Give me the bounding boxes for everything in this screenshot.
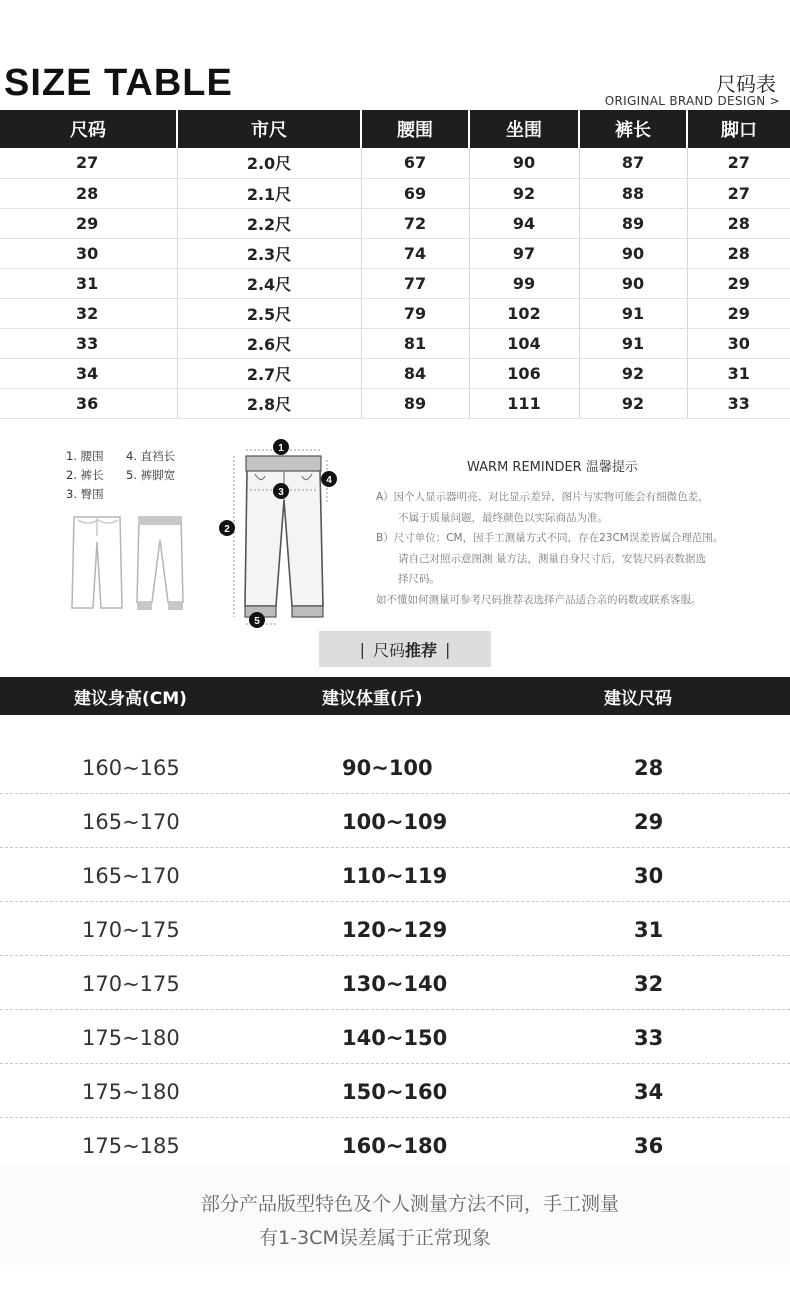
column-header: 腰围 — [361, 110, 469, 148]
table-cell: 92 — [579, 388, 687, 418]
recommend-row — [0, 956, 790, 1010]
reminder-title: WARM REMINDER 温馨提示 — [467, 460, 638, 475]
page-title: SIZE TABLE — [4, 62, 233, 104]
recommend-row — [0, 1118, 790, 1172]
legend-item: 4. 直裆长 — [126, 449, 176, 463]
recommend-cell: 165~170 — [82, 810, 180, 834]
table-cell: 2.6尺 — [177, 328, 361, 358]
table-cell: 29 — [687, 298, 790, 328]
table-cell: 30 — [0, 238, 177, 268]
recommend-row — [0, 1064, 790, 1118]
heading-text-bold: 推荐 — [405, 640, 438, 660]
table-cell: 89 — [579, 208, 687, 238]
table-cell: 31 — [0, 268, 177, 298]
reminder-text — [376, 487, 780, 610]
legend-item: 3. 臀围 — [66, 487, 104, 501]
reminder-line: A）因个人显示器明亮、对比显示差异，图片与实物可能会有细微色差， — [376, 491, 709, 503]
table-cell: 102 — [469, 298, 579, 328]
table-cell: 2.7尺 — [177, 358, 361, 388]
table-cell: 27 — [0, 148, 177, 178]
reminder-line: 如不懂如何测量可参考尺码推荐表选择产品适合亲的码数或联系客服。 — [376, 593, 702, 606]
table-cell: 2.3尺 — [177, 238, 361, 268]
main-pants-icon — [245, 456, 323, 617]
table-cell: 2.8尺 — [177, 388, 361, 418]
table-cell: 87 — [579, 148, 687, 178]
table-cell: 69 — [361, 178, 469, 208]
table-cell: 2.5尺 — [177, 298, 361, 328]
recommend-cell: 175~185 — [82, 1134, 180, 1158]
table-cell: 97 — [469, 238, 579, 268]
table-cell: 91 — [579, 298, 687, 328]
footer-note — [0, 1165, 790, 1265]
column-header: 尺码 — [0, 110, 177, 148]
table-cell: 2.1尺 — [177, 178, 361, 208]
heading-divider: | — [359, 639, 365, 659]
marker-1 — [273, 439, 289, 455]
table-cell: 79 — [361, 298, 469, 328]
table-row — [0, 178, 790, 208]
column-header: 建议尺码 — [604, 688, 672, 709]
recommend-cell: 31 — [634, 918, 664, 942]
table-cell: 27 — [687, 178, 790, 208]
table-cell: 84 — [361, 358, 469, 388]
table-cell: 67 — [361, 148, 469, 178]
recommend-row — [0, 794, 790, 848]
recommend-cell: 175~180 — [82, 1026, 180, 1050]
table-row — [0, 328, 790, 358]
column-header: 坐围 — [469, 110, 579, 148]
recommend-cell: 120~129 — [342, 918, 448, 942]
small-pants-side-icon — [137, 517, 183, 610]
recommend-cell: 170~175 — [82, 918, 180, 942]
recommend-cell: 160~165 — [82, 756, 180, 780]
table-cell: 90 — [469, 148, 579, 178]
footer-line: 有1-3CM误差属于正常现象 — [259, 1227, 491, 1249]
table-cell: 74 — [361, 238, 469, 268]
marker-4 — [321, 471, 337, 487]
heading-text: 尺码 — [372, 640, 405, 660]
recommend-cell: 160~180 — [342, 1134, 448, 1158]
table-cell: 99 — [469, 268, 579, 298]
table-cell: 27 — [687, 148, 790, 178]
recommend-cell: 28 — [634, 756, 664, 780]
table-row — [0, 268, 790, 298]
svg-text:4: 4 — [326, 475, 332, 486]
table-cell: 29 — [0, 208, 177, 238]
svg-text:2: 2 — [224, 524, 230, 535]
recommend-row — [0, 902, 790, 956]
table-cell: 36 — [0, 388, 177, 418]
column-header: 脚口 — [687, 110, 790, 148]
size-table-header — [0, 110, 790, 148]
recommend-cell: 140~150 — [342, 1026, 448, 1050]
recommend-cell: 100~109 — [342, 810, 448, 834]
size-recommend-heading — [319, 631, 491, 667]
table-cell: 88 — [579, 178, 687, 208]
column-header: 市尺 — [177, 110, 361, 148]
table-cell: 2.0尺 — [177, 148, 361, 178]
recommend-cell: 34 — [634, 1080, 664, 1104]
table-cell: 28 — [687, 238, 790, 268]
marker-2 — [219, 520, 235, 536]
recommend-cell: 29 — [634, 810, 664, 834]
table-row — [0, 388, 790, 418]
column-header: 建议身高(CM) — [74, 688, 187, 709]
table-cell: 106 — [469, 358, 579, 388]
svg-text:5: 5 — [254, 616, 260, 627]
table-cell: 30 — [687, 328, 790, 358]
table-cell: 72 — [361, 208, 469, 238]
legend-item: 1. 腰围 — [66, 449, 104, 463]
table-row — [0, 358, 790, 388]
table-row — [0, 238, 790, 268]
table-cell: 111 — [469, 388, 579, 418]
column-header: 裤长 — [579, 110, 687, 148]
cn-title: 尺码表 — [716, 72, 776, 96]
table-cell: 28 — [0, 178, 177, 208]
table-row — [0, 148, 790, 178]
recommend-cell: 150~160 — [342, 1080, 448, 1104]
recommend-table-header — [0, 677, 790, 715]
recommend-cell: 130~140 — [342, 972, 448, 996]
recommend-row — [0, 848, 790, 902]
recommend-row — [0, 1010, 790, 1064]
pants-diagram — [0, 430, 360, 635]
table-cell: 2.4尺 — [177, 268, 361, 298]
svg-text:3: 3 — [278, 487, 284, 498]
table-cell: 81 — [361, 328, 469, 358]
column-header: 建议体重(斤) — [322, 688, 423, 709]
table-cell: 92 — [579, 358, 687, 388]
small-pants-front-icon — [72, 517, 122, 608]
marker-3 — [273, 483, 289, 499]
table-cell: 29 — [687, 268, 790, 298]
table-cell: 94 — [469, 208, 579, 238]
table-cell: 104 — [469, 328, 579, 358]
recommend-cell: 175~180 — [82, 1080, 180, 1104]
table-cell: 2.2尺 — [177, 208, 361, 238]
table-cell: 33 — [687, 388, 790, 418]
table-cell: 92 — [469, 178, 579, 208]
footer-line: 部分产品版型特色及个人测量方法不同，手工测量 — [200, 1193, 619, 1215]
recommend-cell: 32 — [634, 972, 664, 996]
recommend-cell: 110~119 — [342, 864, 448, 888]
table-cell: 90 — [579, 268, 687, 298]
reminder-line: B）尺寸单位：CM，因手工测量方式不同，存在23CM误差皆属合理范围。 — [376, 532, 724, 544]
recommend-table — [0, 740, 790, 1172]
reminder-line: 择尺码。 — [398, 573, 440, 585]
marker-5 — [249, 612, 265, 628]
recommend-cell: 90~100 — [342, 756, 433, 780]
table-cell: 34 — [0, 358, 177, 388]
reminder-line: 不属于质量问题，最终颜色以实际商品为准。 — [398, 511, 608, 524]
table-row — [0, 208, 790, 238]
table-cell: 31 — [687, 358, 790, 388]
recommend-cell: 33 — [634, 1026, 664, 1050]
table-cell: 91 — [579, 328, 687, 358]
size-table — [0, 110, 790, 419]
recommend-cell: 36 — [634, 1134, 664, 1158]
legend-item: 5. 裤脚宽 — [126, 468, 176, 482]
brand-design-caption: ORIGINAL BRAND DESIGN > — [604, 94, 780, 108]
reminder-line: 请自己对照示意图测 量方法，测量自身尺寸后，安装尺码表数据选 — [398, 552, 706, 565]
legend-item: 2. 裤长 — [66, 468, 104, 482]
table-cell: 77 — [361, 268, 469, 298]
table-cell: 33 — [0, 328, 177, 358]
heading-divider: | — [445, 639, 451, 659]
table-cell: 90 — [579, 238, 687, 268]
recommend-cell: 30 — [634, 864, 664, 888]
table-cell: 89 — [361, 388, 469, 418]
table-cell: 32 — [0, 298, 177, 328]
recommend-cell: 170~175 — [82, 972, 180, 996]
svg-text:1: 1 — [278, 443, 284, 454]
table-cell: 28 — [687, 208, 790, 238]
recommend-row — [0, 740, 790, 794]
recommend-cell: 165~170 — [82, 864, 180, 888]
table-row — [0, 298, 790, 328]
